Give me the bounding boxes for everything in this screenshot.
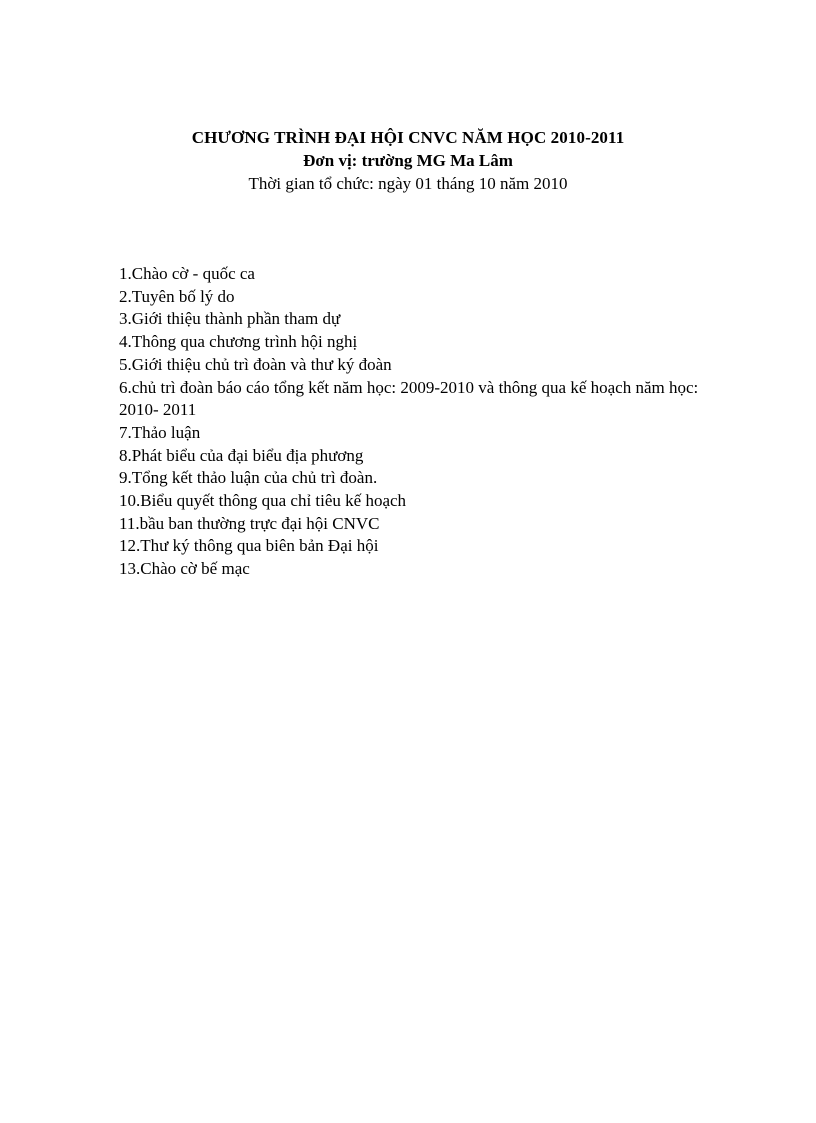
time-line: Thời gian tổ chức: ngày 01 tháng 10 năm 2010 [248,174,568,193]
agenda-item: 1.Chào cờ - quốc ca [119,264,255,283]
document-title: CHƯƠNG TRÌNH ĐẠI HỘI CNVC NĂM HỌC 2010-2011 [191,128,625,147]
agenda-item: 8.Phát biểu của đại biểu địa phương [119,445,364,465]
agenda-item: 12.Thư ký thông qua biên bản Đại hội [119,536,379,556]
agenda-item: 11.bầu ban thường trực đại hội CNVC [119,513,380,533]
agenda-item: 6.chủ trì đoàn báo cáo tổng kết năm học: 2009-2010 và thông qua kế hoạch năm học: 2010- 2011 [119,377,699,420]
agenda-item: 10.Biểu quyết thông qua chỉ tiêu kế hoạch [119,491,407,511]
agenda-item: 4.Thông qua chương trình hội nghị [119,332,358,352]
unit-line: Đơn vị: trường MG Ma Lâm [303,151,513,170]
agenda-list [119,263,709,581]
agenda-item: 3.Giới thiệu thành phần tham dự [119,309,341,329]
agenda-item: 2.Tuyên bố lý do [119,286,235,306]
agenda-item: 7.Thảo luận [119,422,201,442]
agenda-item: 9.Tổng kết thảo luận của chủ trì đoàn. [119,468,378,488]
agenda-item: 5.Giới thiệu chủ trì đoàn và thư ký đoàn [119,354,392,374]
document-header [0,126,816,195]
agenda-item: 13.Chào cờ bế mạc [119,559,250,579]
